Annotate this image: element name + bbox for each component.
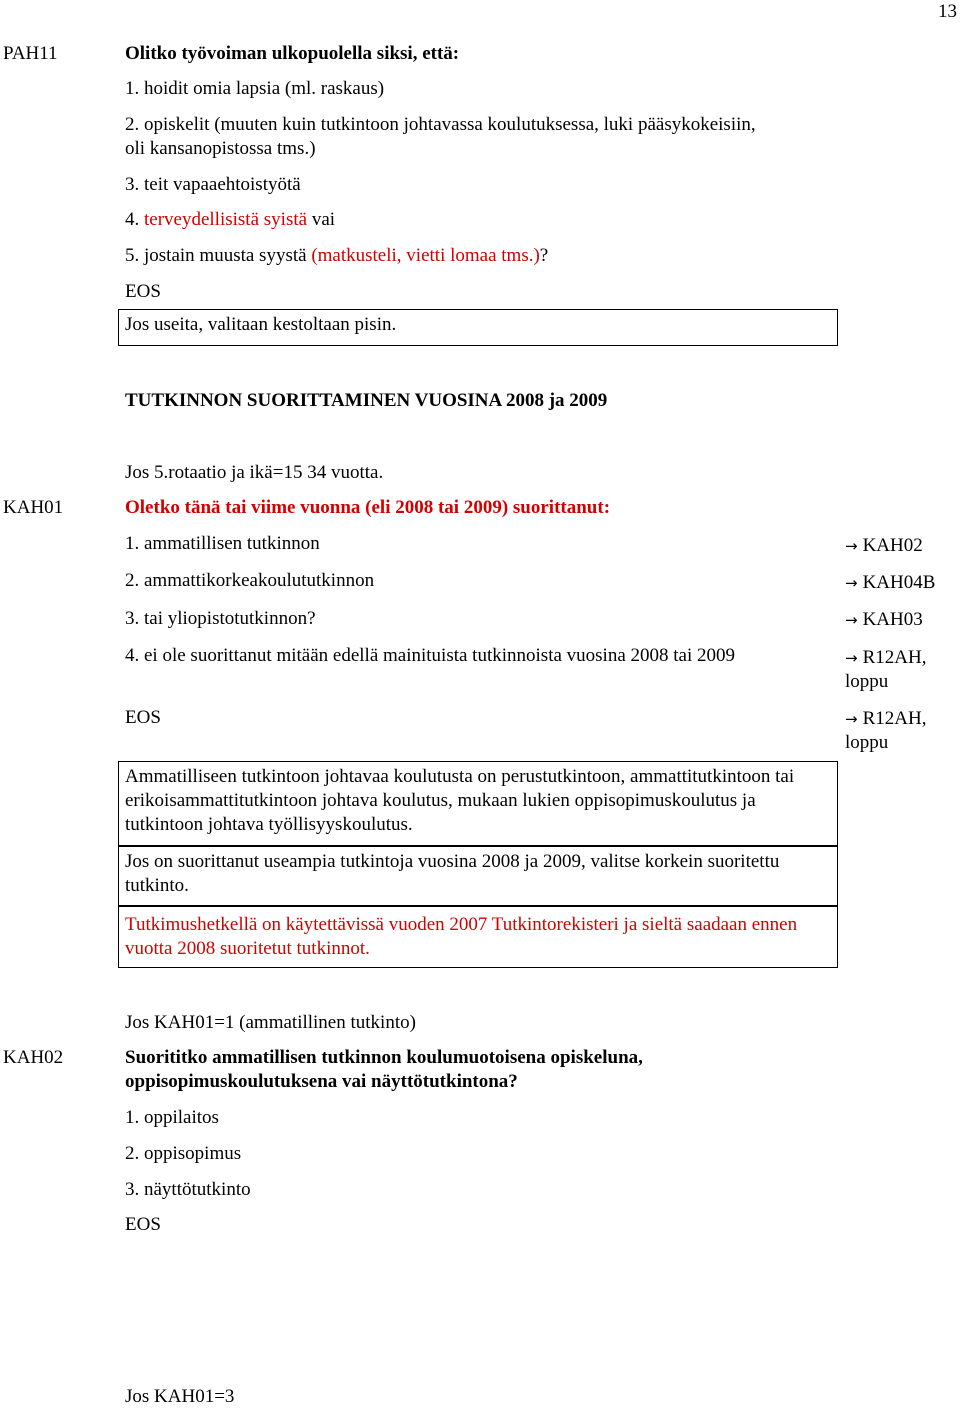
- option-item-4: [125, 208, 335, 232]
- option-text: ?: [539, 245, 549, 266]
- eos-option: EOS: [125, 1214, 161, 1235]
- option-text: 5. jostain muusta syystä: [125, 245, 312, 266]
- note-box-highest: [118, 846, 838, 906]
- route-target: R12AH,: [862, 708, 927, 729]
- question-code-kah02: KAH02: [3, 1047, 64, 1068]
- note-text: Ammatilliseen tutkintoon johtavaa koulutusta on perustutkintoon, ammattitutkintoon tai erikoisammattitutkintoon johtava koulutus, mukaan lukien oppisopimuskoulutus ja tutkintoon johtava työllisyyskoulutus.: [125, 766, 795, 835]
- route-r12ah: [845, 646, 926, 670]
- route-target: R12AH,: [862, 647, 927, 668]
- option-item: 3. teit vapaaehtoistyötä: [125, 174, 301, 195]
- question-kah02-line2: oppisopimuskoulutuksena vai näyttötutkintona?: [125, 1071, 518, 1092]
- note-box-definition: [118, 761, 838, 846]
- option-item: 3. näyttötutkinto: [125, 1179, 251, 1200]
- condition-text: Jos KAH01=3: [125, 1386, 235, 1407]
- question-pah11: Olitko työvoiman ulkopuolella siksi, että:: [125, 43, 460, 64]
- route-target: KAH02: [862, 535, 923, 556]
- route-sub: loppu: [845, 671, 889, 692]
- route-sub: loppu: [845, 732, 889, 753]
- note-box-registry: [118, 906, 838, 968]
- option-item: 2. opiskelit (muuten kuin tutkintoon johtavassa koulutuksessa, luki pääsykokeisiin,: [125, 114, 756, 135]
- option-item: 2. oppisopimus: [125, 1143, 242, 1164]
- arrow-right-icon: →: [845, 611, 858, 629]
- option-item: 2. ammattikorkeakoulututkinnon: [125, 570, 375, 591]
- arrow-right-icon: →: [845, 710, 858, 728]
- option-item: 1. hoidit omia lapsia (ml. raskaus): [125, 78, 385, 99]
- page-number: 13: [938, 1, 957, 22]
- question-code-kah01: KAH01: [3, 497, 64, 518]
- question-kah02-line1: Suorititko ammatillisen tutkinnon koulumuotoisena opiskeluna,: [125, 1047, 643, 1068]
- eos-option: EOS: [125, 281, 161, 302]
- option-item: 1. ammatillisen tutkinnon: [125, 533, 320, 554]
- option-item: oli kansanopistossa tms.): [125, 138, 316, 159]
- question-code-pah11: PAH11: [3, 43, 58, 64]
- eos-option: EOS: [125, 707, 161, 728]
- section-heading: TUTKINNON SUORITTAMINEN VUOSINA 2008 ja 2009: [125, 390, 608, 411]
- option-item: 4. ei ole suorittanut mitään edellä mainituista tutkinnoista vuosina 2008 tai 2009: [125, 645, 736, 666]
- option-item: 3. tai yliopistotutkinnon?: [125, 608, 316, 629]
- option-highlight: terveydellisistä syistä: [144, 209, 308, 230]
- route-target: KAH04B: [862, 572, 936, 593]
- option-highlight: (matkusteli, vietti lomaa tms.): [311, 245, 540, 266]
- question-kah01: Oletko tänä tai viime vuonna (eli 2008 tai 2009) suorittanut:: [125, 497, 611, 518]
- instruction-text: Jos useita, valitaan kestoltaan pisin.: [125, 314, 397, 335]
- arrow-right-icon: →: [845, 649, 858, 667]
- note-text: Jos on suorittanut useampia tutkintoja vuosina 2008 ja 2009, valitse korkein suoritettu tutkinto.: [125, 851, 780, 896]
- condition-text: Jos 5.rotaatio ja ikä=15 34 vuotta.: [125, 462, 384, 483]
- option-text: 4.: [125, 209, 144, 230]
- instruction-box: [118, 309, 838, 346]
- arrow-right-icon: →: [845, 537, 858, 555]
- route-kah03: [845, 608, 923, 632]
- option-item: 1. oppilaitos: [125, 1107, 219, 1128]
- option-text: vai: [307, 209, 336, 230]
- note-text: Tutkimushetkellä on käytettävissä vuoden 2007 Tutkintorekisteri ja sieltä saadaan ennen vuotta 2008 suoritetut tutkinnot.: [125, 914, 798, 959]
- option-item-5: [125, 244, 548, 268]
- route-kah02: [845, 534, 923, 558]
- condition-text: Jos KAH01=1 (ammatillinen tutkinto): [125, 1012, 416, 1033]
- route-target: KAH03: [862, 609, 923, 630]
- route-r12ah-eos: [845, 707, 926, 731]
- arrow-right-icon: →: [845, 574, 858, 592]
- route-kah04b: [845, 571, 935, 595]
